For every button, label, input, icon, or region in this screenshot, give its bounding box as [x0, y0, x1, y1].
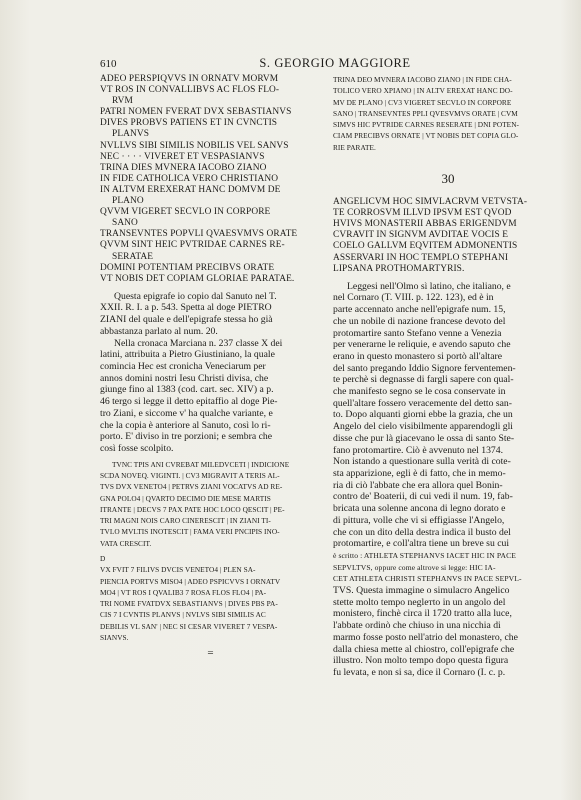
epitaph-line: IN ALTVM EREXERAT HANC DOMVM DE: [100, 184, 281, 195]
transcription-line: TRI NOME FVATDVX SEBASTIANVS | DIVES PBS PA-: [100, 599, 278, 609]
text-line: fu levata, e non si sa, dice il Cornaro (I. c. p.: [333, 666, 506, 678]
text-line: che con un dito della destra indica il busto del: [333, 526, 511, 538]
transcription-line: ITRANTE | DECVS 7 PAX PATE HOC LOCO QESCIT | PE-: [100, 504, 285, 514]
text-line: erano in questo monastero si portò all'altare: [333, 350, 503, 362]
transcription-line: SIANVS.: [100, 633, 129, 643]
epitaph-line: PLANVS: [112, 129, 150, 140]
commentary-paragraphs: [100, 291, 322, 455]
text-line: per venerarne le reliquie, e avendo saputo che: [333, 339, 511, 351]
text-line: nel Cornaro (T. VIII. p. 122. 123), ed è in: [333, 292, 494, 304]
epitaph-line: SERATAE: [112, 251, 154, 262]
text-line: che manifesto segno se le cosa conservate in: [333, 386, 506, 398]
text-line: protomartire santo Stefano venne a Venezia: [333, 327, 502, 339]
text-line: stette molto tempo neglетto in un angolo del: [333, 596, 506, 608]
text-line: Non istando a questionare sulla verità di cote-: [333, 456, 511, 468]
text-line: dalla chiesa mette al chiostro, coll'epigrafe che: [333, 643, 515, 655]
epitaph-line: RVM: [112, 96, 133, 107]
right-column: [333, 74, 563, 679]
inscription-line: TE CORROSVM ILLVD IPSVM EST QVOD: [333, 208, 512, 219]
epitaph-line: PATRI NOMEN FVERAT DVX SEBASTIANVS: [100, 107, 292, 118]
running-title: S. GEORGIO MAGGIORE: [259, 56, 411, 70]
text-line: del santo pregando Iddio Signore ferventemen-: [333, 362, 516, 374]
left-column: [100, 74, 322, 659]
transcription-line: TOLICO VERO XPIANO | IN ALTV EREXAT HANC DO-: [333, 86, 513, 96]
text-line: Angelo del cielo visibilmente apparendogli gli: [333, 421, 513, 433]
text-line: Questa epigrafe io copio dal Sanuto nel T.: [114, 290, 277, 302]
transcription-line: TRI MAGNI NOIS CARO CINERESCIT | IN ZIANI TI-: [100, 516, 271, 526]
transcription-line: MO4 | VT ROS I QVALIB3 7 ROSA FLOS FLO4 | PA-: [100, 587, 267, 597]
text-line: bricata una solenne ancona di legno dorato e: [333, 503, 506, 515]
transcription-line: TVS DVX VENETO4 | PETRVS ZIANI VOCATVS AD RE-: [100, 482, 283, 492]
text-line: tro Ziani, e siccome v' ha qualche variante, e: [100, 407, 273, 419]
text-line: di pittura, volle che vi si effigiasse l'Angelo,: [333, 514, 505, 526]
text-line: ZIANI del quale e dell'epigrafe stessa ho già: [100, 314, 273, 326]
epitaph-line: PLANO: [112, 196, 144, 207]
transcription-line: GNA POLO4 | QVARTO DECIMO DIE MESE MARTIS: [100, 493, 271, 503]
transcription-line: SCDA NOVEQ. VIGINTI. | CV3 MIGRAVIT A TERIS AL-: [100, 470, 280, 480]
text-line: quell'altare fossero veracemente del detto san-: [333, 397, 512, 409]
commentary-paragraphs-right: [333, 281, 563, 679]
text-line: abbastanza parlato al num. 20.: [100, 325, 218, 337]
text-line: giunge fino al 1383 (cod. cart. sec. XIV) a p.: [100, 384, 274, 396]
gothic-transcription-part-1: [100, 459, 322, 549]
inscription-line: LIPSANA PROTHOMARTYRIS.: [333, 263, 465, 274]
text-line: XXII. R. I. a p. 543. Spetta al doge PIETRO: [100, 302, 272, 314]
epitaph-block: [100, 74, 322, 285]
text-line: TVS. Questa immagine o simulacro Angelico: [333, 585, 510, 597]
text-line: illustro. Non molto tempo dopo questa figura: [333, 655, 509, 667]
inscription-line: ANGELICVM HOC SIMVLACRVM VETVSTA-: [333, 197, 528, 208]
page-number: 610: [100, 58, 117, 70]
epitaph-line: SANO: [112, 218, 138, 229]
text-line: sta apparizione, egli è di fatto, che in memo-: [333, 467, 506, 479]
epitaph-line: TRINA DIES MVNERA IACOBO ZIANO: [100, 162, 267, 173]
text-line: l'abbate ordinò che chiuso in una nicchia di: [333, 620, 501, 632]
text-line: marmo fosse posto nell'atrio del monastero, che: [333, 631, 518, 643]
gothic-transcription-part-2: [100, 553, 322, 643]
text-line: CET ATHLETA CHRISTI STEPHANVS IN PACE SEPVL-: [333, 574, 522, 584]
text-line: Nella cronaca Marciana n. 237 classe X dei: [114, 337, 283, 349]
text-line: ria di ciò l'abbate che era allora quel Bonin-: [333, 479, 503, 491]
transcription-line: VATA CRESCIT.: [100, 538, 152, 548]
text-line: annos domini nostri Iesu Christi divisa, che: [100, 372, 269, 384]
text-line: porto. E' diviso in tre porzioni; e sembra che: [100, 431, 273, 443]
epitaph-line: QVVM SINT HEIC PVTRIDAE CARNES RE-: [100, 240, 285, 251]
epitaph-line: TRANSEVNTES POPVLI QVAESVMVS ORATE: [100, 229, 298, 240]
text-line: così fosse scolpito.: [100, 442, 174, 454]
text-line: Leggesi nell'Olmo sì latino, che italiano, e: [347, 280, 511, 292]
gothic-transcription-part-3: [333, 74, 563, 153]
text-line: parte accennato anche nell'epigrafe num. 15,: [333, 304, 506, 316]
transcription-line: TVLO MVLTIS INOTESCIT | FAMA VERI PNCIPIS INO-: [100, 527, 280, 537]
inscription-line: ASSERVARI IN HOC TEMPLO STEPHANI: [333, 252, 509, 263]
angel-inscription: [333, 197, 563, 275]
transcription-line: TVNC TPIS ANI CVREBAT MILEDVCETI | INDICIONE: [112, 459, 290, 469]
epitaph-line: DOMINI POTENTIAM PRECIBVS ORATE: [100, 262, 275, 273]
transcription-line: CIAM PRECIBVS ORNATE | VT NOBIS DET COPIA GLO-: [333, 131, 519, 141]
epitaph-line: NVLLVS SIBI SIMILIS NOBILIS VEL SANVS: [100, 140, 289, 151]
transcription-line: D: [100, 554, 106, 563]
transcription-line: DEBILIS VL SAN' | NEC SI CESAR VIVERET 7 VESPA-: [100, 621, 278, 631]
text-line: contro de' Boaterii, di cui vedi il num. 19, fab-: [333, 491, 513, 503]
inscription-line: HVIVS MONASTERII ABBAS ERIGENDVM: [333, 219, 517, 230]
text-line: te perchè si degnasse di fargli sapere con qual-: [333, 374, 514, 386]
transcription-line: SANO | TRANSEVNTES PPLI QVESVMVS ORATE | CVM: [333, 108, 518, 118]
section-number: 30: [441, 171, 455, 187]
text-line: protomartire, e coll'altra tiene un breve su cui: [333, 538, 510, 550]
text-line: disse che pur là giacevano le ossa di santo Ste-: [333, 432, 515, 444]
transcription-line: CIS 7 I CVNTIS PLANVS | NVLVS SIBI SIMILIS AC: [100, 610, 266, 620]
epitaph-line: QVVM VIGERET SECVLO IN CORPORE: [100, 207, 271, 218]
inscription-line: COELO GALLVM EQVITEM ADMONENTIS: [333, 241, 518, 252]
transcription-line: RIE PARATE.: [333, 142, 376, 152]
text-line: comincia Hec est cronicha Veneciarum per: [100, 361, 266, 372]
transcription-line: VX FVIT 7 FILIVS DVCIS VENETO4 | PLEN SA-: [100, 565, 256, 575]
page-header: [100, 58, 570, 72]
text-line: fano protomartire. Ciò è avvenuto nel 1374.: [333, 444, 504, 456]
epitaph-line: IN FIDE CATHOLICA VERO CHRISTIANO: [100, 173, 279, 184]
transcription-line: MV DE PLANO | CV3 VIGERET SECVLO IN CORPORE: [333, 97, 512, 107]
transcription-line: SIMVS HIC PVTRIDE CARNES RESERATE | DNI POTEN-: [333, 120, 519, 130]
epitaph-line: VT ROS IN CONVALLIBVS AC FLOS FLO-: [100, 85, 280, 96]
epitaph-line: DIVES PROBVS PATIENS ET IN CVNCTIS: [100, 118, 278, 129]
epitaph-line: ADEO PERSPIQVVS IN ORNATV MORVM: [100, 74, 279, 84]
inscription-line: CVRAVIT IN SIGNVM AVDITAE VOCIS E: [333, 230, 509, 241]
transcription-line: TRINA DEO MVNERA IACOBO ZIANO | IN FIDE CHA-: [333, 75, 512, 84]
text-line: monistero, finchè circa il 1720 tratto alla luce,: [333, 608, 512, 620]
epitaph-line: NEC · · · · VIVERET ET VESPASIANVS: [100, 151, 265, 162]
text-line: è scritto : ATHLETA STEPHANVS IACET HIC IN PACE: [333, 550, 516, 560]
text-line: che la copia è anteriore al Sanuto, così lo ri-: [100, 419, 271, 431]
epitaph-line: VT NOBIS DET COPIAM GLORIAE PARATAE.: [100, 273, 295, 284]
transcription-line: PIENCIA PORTVS MISO4 | ADEO PSPICVVS I ORNATV: [100, 576, 281, 586]
text-line: SEPVLTVS, oppure come altrove si legge: HIC IA-: [333, 562, 496, 572]
ornament-divider: =: [207, 647, 215, 660]
text-line: to. Dopo alquanti giorni ebbe la grazia, che un: [333, 409, 513, 421]
text-line: 46 tergo si legge il detto epitaffio al doge Pie-: [100, 396, 278, 408]
text-line: che un nobile di nazione francese devoto del: [333, 315, 506, 327]
text-line: latini, attribuita a Pietro Giustiniano, la quale: [100, 349, 275, 361]
